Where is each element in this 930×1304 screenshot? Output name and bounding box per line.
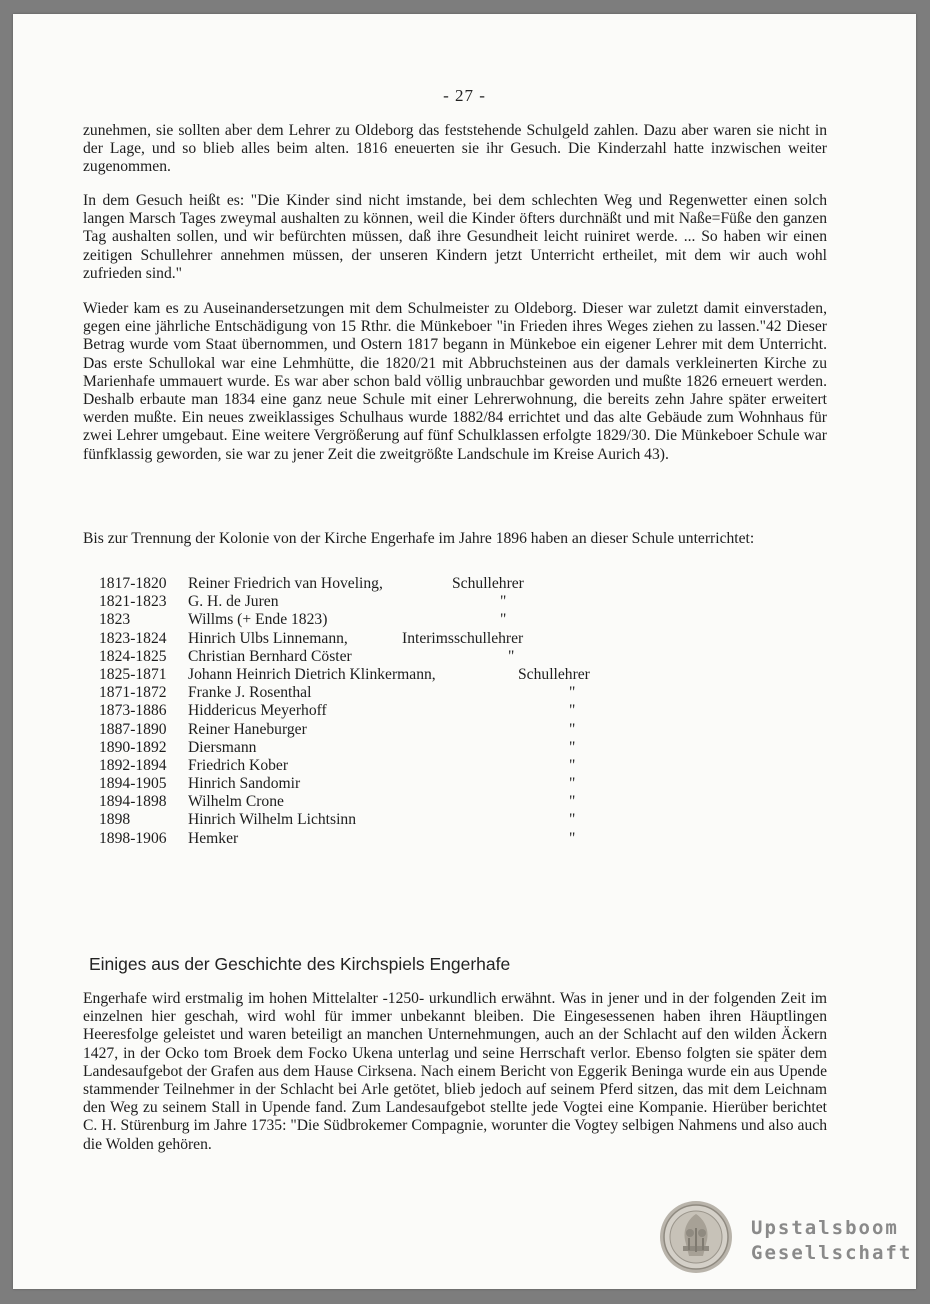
teacher-years: 1824-1825 — [99, 647, 167, 665]
teacher-years: 1898 — [99, 811, 131, 829]
paragraph-school-history: Wieder kam es zu Auseinandersetzungen mit dem Schulmeister zu Oldeborg. Dieser war zuletzt damit einverstaden, gegen eine jährliche Entschädigung von 15 Rthr. die Münkeboer "in Frieden ihres Weges ziehen zu lassen."42 Dieser Betrag wurde vom Staat übernommen, und Ostern 1817 begann in Münkeboe ein eigener Lehrer mit dem Unterricht. Das erste Schullokal war eine Lehmhütte, die 1820/21 mit Abbruchsteinen aus der damals verkleinerten Kirche zu Marienhafe ummauert wurde. Es war aber schon bald völlig unbrauchbar geworden und mußte 1826 erneuert werden. Deshalb erbaute man 1834 eine ganz neue Schule mit einer Lehrerwohnung, die bereits zehn Jahre später erweitert werden mußte. Ein neues zweiklassiges Schulhaus wurde 1882/84 errichtet und das alte Gebäude zum Wohnhaus für zwei Lehrer umgebaut. Eine weitere Vergrößerung auf fünf Schulklassen erfolgte 1829/30. Die Münkeboer Schule war fünfklassig geworden, sie war zu jener Zeit die zweitgrößte Landschule im Kreise Aurich 43). — [83, 300, 827, 463]
teacher-name: Hinrich Ulbs Linnemann, — [188, 629, 348, 647]
teacher-name: Wilhelm Crone — [188, 793, 284, 811]
teacher-name: Hemker — [188, 829, 239, 847]
document-page — [13, 14, 916, 1289]
teacher-role: " — [500, 611, 507, 629]
teacher-role: " — [569, 829, 576, 847]
teacher-role: Schullehrer — [452, 575, 524, 592]
teacher-name: Hinrich Wilhelm Lichtsinn — [188, 811, 356, 829]
teacher-years: 1890-1892 — [99, 738, 167, 756]
teacher-name: Christian Bernhard Cöster — [188, 647, 352, 665]
teacher-role: " — [569, 738, 576, 756]
teacher-role: " — [569, 720, 576, 738]
paragraph-petition-quote: In dem Gesuch heißt es: "Die Kinder sind nicht imstande, bei dem schlechten Weg und Regenwetter einen solch langen Marsch Tages zweymal aushalten zu können, weil die Kinder öfters durchnäßt und mit Naße=Füße den ganzen Tag aushalten sollen, und wir befürchten müssen, daß ihre Gesundheit leicht ruiniret werde. ... So haben wir einen zeitigen Schullehrer annehmen müssen, der unseren Kindern jetzt Unterricht ertheilet, mit dem wir auch wohl zufrieden sind." — [83, 192, 827, 282]
teacher-role: " — [569, 793, 576, 811]
teacher-years: 1825-1871 — [99, 665, 167, 683]
teacher-years: 1894-1905 — [99, 775, 167, 793]
society-seal-icon — [659, 1200, 733, 1274]
teacher-name: Reiner Friedrich van Hoveling, — [188, 575, 383, 592]
teacher-name: Willms (+ Ende 1823) — [188, 611, 328, 629]
society-logo-text — [751, 1216, 912, 1266]
teacher-role: Interimsschullehrer — [402, 629, 524, 647]
teacher-name: G. H. de Juren — [188, 593, 279, 611]
teacher-years: 1892-1894 — [99, 756, 167, 774]
teacher-years: 1894-1898 — [99, 793, 167, 811]
teacher-name: Johann Heinrich Dietrich Klinkermann, — [188, 665, 436, 683]
section-heading: Einiges aus der Geschichte des Kirchspiels Engerhafe — [89, 954, 511, 974]
page-number: - 27 - — [443, 86, 486, 105]
teacher-name: Diersmann — [188, 738, 257, 756]
teacher-name: Franke J. Rosenthal — [188, 684, 312, 702]
paragraph-school-fees: zunehmen, sie sollten aber dem Lehrer zu Oldeborg das feststehende Schulgeld zahlen. Dazu aber waren sie nicht in der Lage, und so blieb alles beim alten. 1816 eneuerten sie ihr Gesuch. Die Kinderzahl hatte inzwischen weiter zugenommen. — [83, 122, 827, 176]
teacher-years: 1823 — [99, 611, 131, 629]
teacher-role: " — [569, 756, 576, 774]
teacher-role: " — [508, 647, 515, 665]
teacher-role: " — [569, 702, 576, 720]
teacher-name: Hinrich Sandomir — [188, 775, 301, 793]
teacher-years: 1898-1906 — [99, 829, 167, 847]
teacher-name: Reiner Haneburger — [188, 720, 307, 738]
teacher-years: 1817-1820 — [99, 575, 167, 592]
paragraph-teacher-list-intro: Bis zur Trennung der Kolonie von der Kirche Engerhafe im Jahre 1896 haben an dieser Schule unterrichtet: — [83, 530, 755, 547]
teacher-years: 1887-1890 — [99, 720, 167, 738]
teacher-years: 1871-1872 — [99, 684, 167, 702]
teacher-role: " — [569, 775, 576, 793]
teacher-years: 1821-1823 — [99, 593, 167, 611]
teacher-role: Schullehrer — [518, 665, 590, 683]
teacher-name: Hiddericus Meyerhoff — [188, 702, 327, 720]
teacher-years: 1823-1824 — [99, 629, 167, 647]
teacher-years: 1873-1886 — [99, 702, 167, 720]
teacher-role: " — [500, 593, 507, 611]
society-name-line2: Gesellschaft — [751, 1242, 913, 1264]
teacher-role: " — [569, 684, 576, 702]
paragraph-engerhafe-history: Engerhafe wird erstmalig im hohen Mittelalter -1250- urkundlich erwähnt. Was in jener und in der folgenden Zeit im einzelnen hier geschah, wird wohl für immer unbekannt bleiben. Die Eingesessenen haben ihren Häuptlingen Heeresfolge geleistet und waren beteiligt an manchen Unternehmungen, auch an der Schlacht auf den wilden Äckern 1427, in der Ocko tom Broek dem Focko Ukena unterlag und seine Herrschaft verlor. Ebenso folgten sie später dem Landesaufgebot der Grafen aus dem Hause Cirksena. Nach einem Bericht von Eggerik Beninga wurde ein aus Upende stammender Teilnehmer in der Schlacht bei Arle getötet, blieb jedoch auf seinem Pferd sitzen, das mit dem Leichnam den Weg zu seinem Stall in Upende fand. Zum Landesaufgebot stellte jede Vogtei eine Kompanie. Hierüber berichtet C. H. Stürenburg im Jahre 1735: "Die Südbrokemer Compagnie, worunter die Vogtey selbigen Nahmens und also auch die Wolden gehören. — [83, 990, 827, 1153]
society-name-line1: Upstalsboom — [751, 1217, 899, 1239]
teacher-name: Friedrich Kober — [188, 756, 289, 774]
teacher-role: " — [569, 811, 576, 829]
